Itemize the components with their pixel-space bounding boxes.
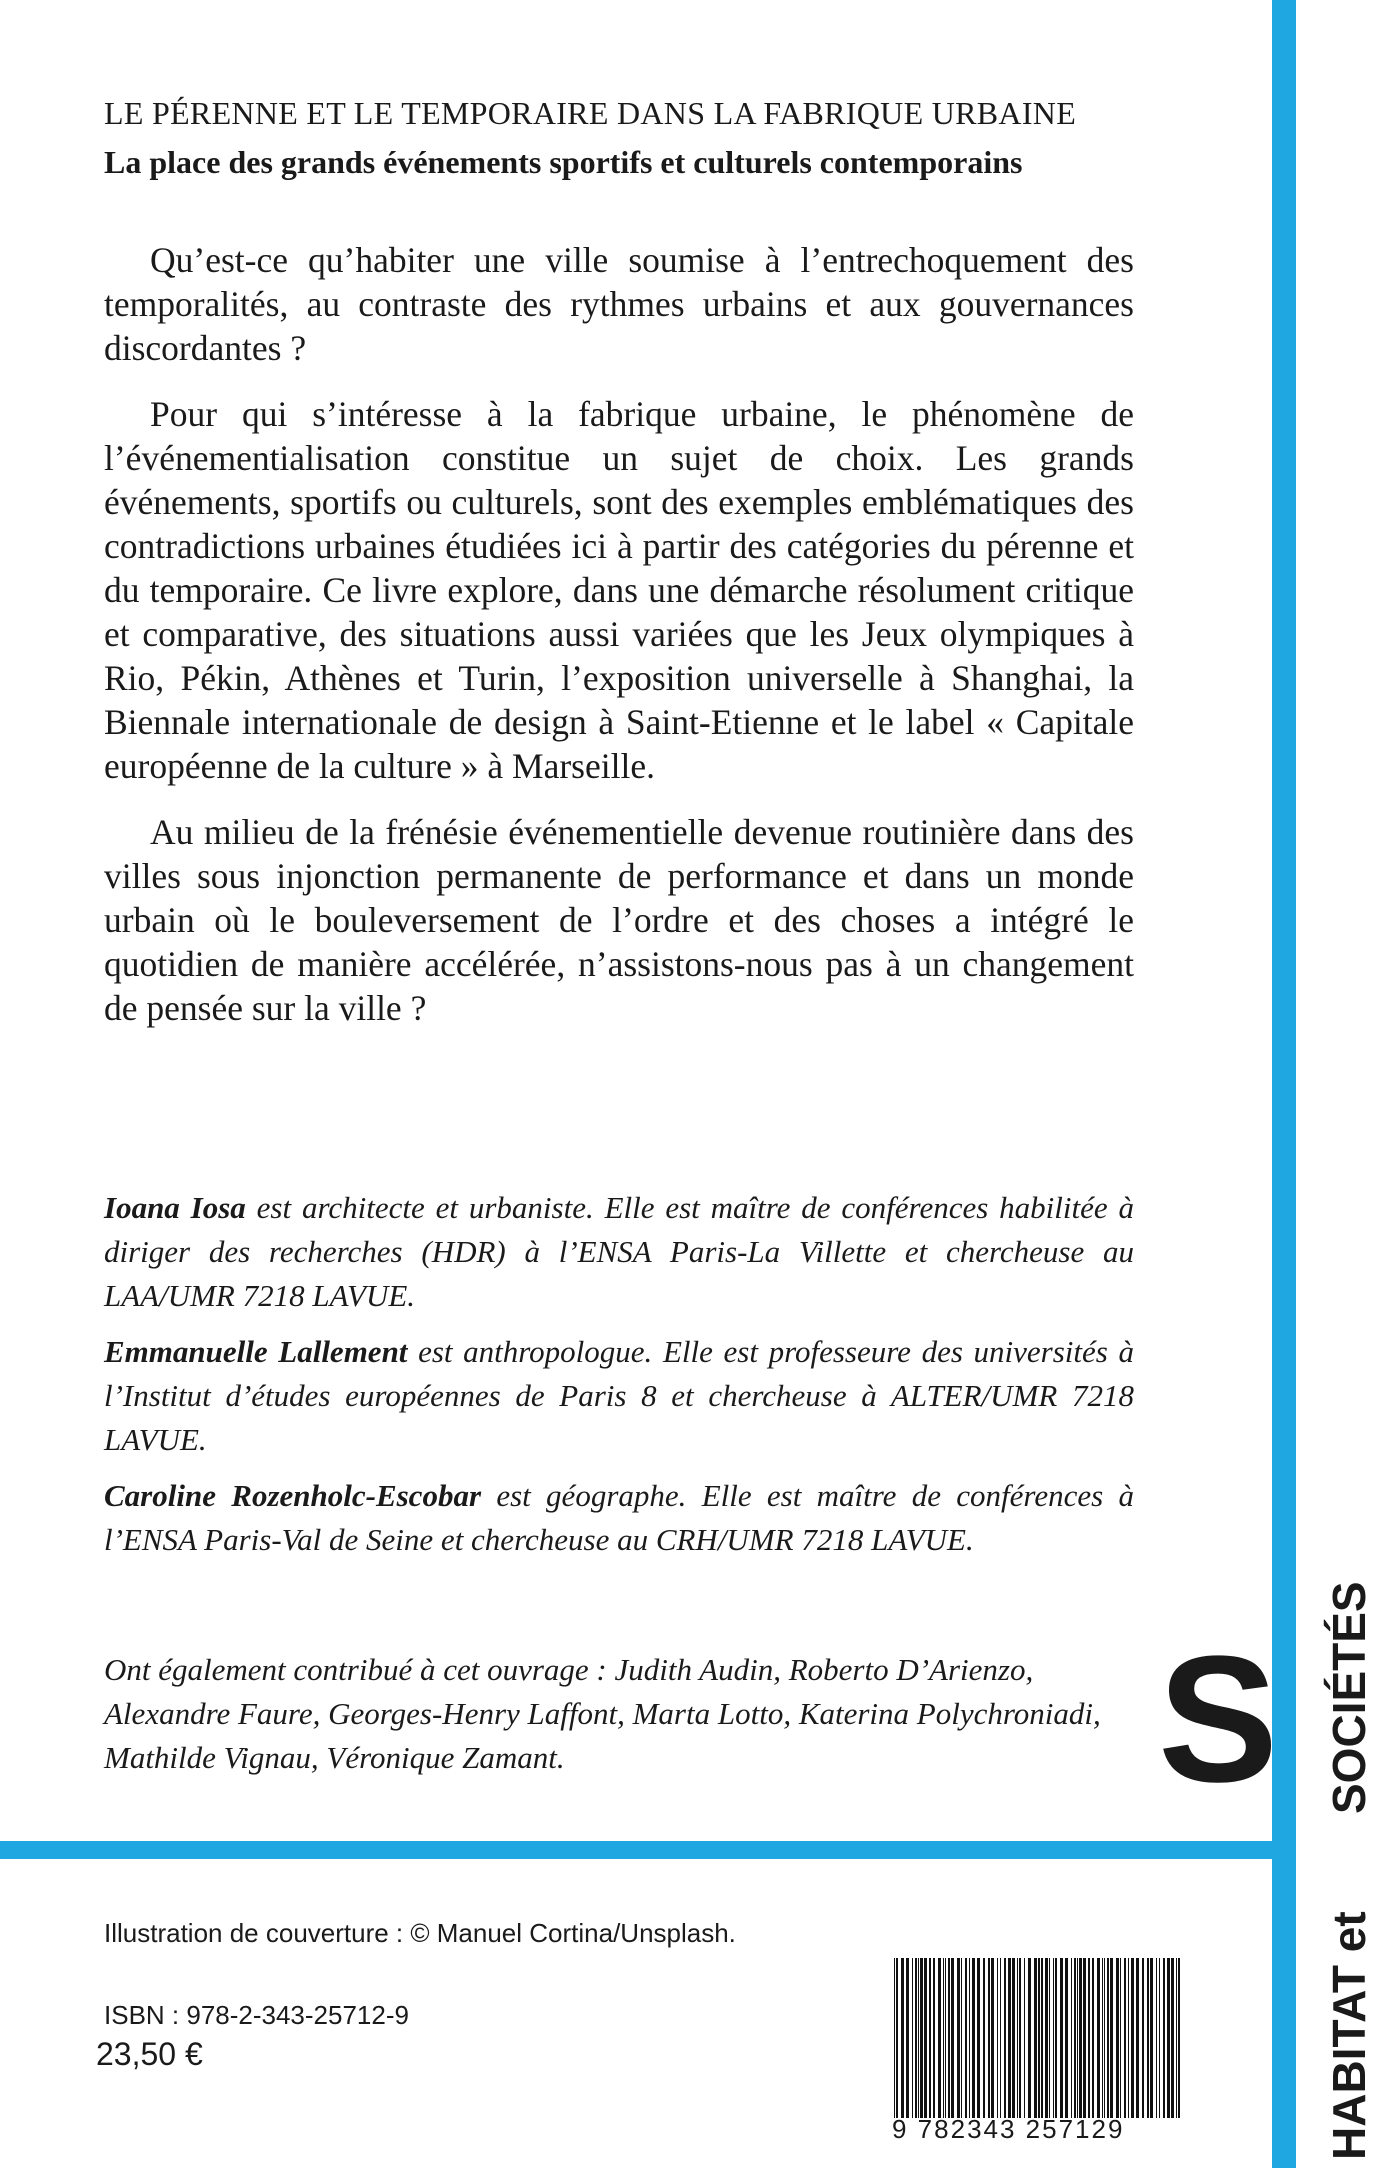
- isbn: ISBN : 978-2-343-25712-9: [104, 2000, 409, 2030]
- barcode-bar: [1024, 1958, 1025, 2118]
- barcode-bar: [957, 1958, 960, 2118]
- barcode-bar: [929, 1958, 931, 2118]
- barcode-bar: [983, 1958, 985, 2118]
- horizontal-accent-bar: [0, 1841, 1296, 1859]
- series-logo-letter: S: [1158, 1619, 1279, 1820]
- series-name-part-1: [1322, 1911, 1376, 2160]
- barcode-bar: [988, 1958, 990, 2118]
- blurb-paragraph-3: Au milieu de la frénésie événementielle devenue routinière dans des villes sous injonction permanente de performance et dans un monde urbain où le bouleversement de l’ordre et des choses a intégré le quotidien de manière accélérée, n’assistons-nous pas à un changement de pensée sur la ville ?: [104, 812, 1134, 1028]
- barcode-bar: [920, 1958, 923, 2118]
- barcode-bar: [948, 1958, 950, 2118]
- barcode-bar: [1110, 1958, 1113, 2118]
- barcode-bar: [1102, 1958, 1103, 2118]
- barcode: [888, 1958, 1188, 2148]
- barcode-bar: [1163, 1958, 1165, 2118]
- barcode-bar: [1120, 1958, 1121, 2118]
- barcode-bar: [1159, 1958, 1160, 2118]
- barcode-bar: [1034, 1958, 1037, 2118]
- blurb: [104, 238, 1134, 1052]
- barcode-bar: [1150, 1958, 1153, 2118]
- series-name: [1300, 1568, 1400, 2168]
- author-name: Ioana Iosa: [104, 1190, 246, 1225]
- author-bio: [104, 1474, 1134, 1562]
- barcode-bar: [894, 1958, 895, 2118]
- barcode-bar: [1167, 1958, 1170, 2118]
- barcode-bar: [896, 1958, 898, 2118]
- barcode-bar: [901, 1958, 904, 2118]
- barcode-bar: [972, 1958, 975, 2118]
- barcode-bar: [1077, 1958, 1078, 2118]
- author-bio-text: est géographe. Elle est maître de conférences à l’ENSA Paris-Val de Seine et chercheuse au CRH/UMR 7218 LAVUE.: [104, 1478, 1134, 1557]
- barcode-bar: [1156, 1958, 1157, 2118]
- barcode-bar: [1008, 1958, 1011, 2118]
- barcode-bar: [1147, 1958, 1149, 2118]
- barcode-bar: [1055, 1958, 1057, 2118]
- barcode-bar: [969, 1958, 970, 2118]
- barcode-bar: [945, 1958, 946, 2118]
- barcode-bar: [1074, 1958, 1076, 2118]
- barcode-bar: [961, 1958, 962, 2118]
- barcode-number: 9 782343 257129: [892, 2114, 1125, 2144]
- barcode-bar: [1017, 1958, 1018, 2118]
- barcode-bars: [888, 1958, 1188, 2118]
- barcode-bar: [915, 1958, 917, 2118]
- book-subtitle: La place des grands événements sportifs et culturels contemporains: [104, 144, 1023, 180]
- author-bio-text: est anthropologue. Elle est professeure des universités à l’Institut d’études européennes de Paris 8 et chercheuse à ALTER/UMR 7218 LAVUE.: [104, 1334, 1134, 1457]
- barcode-bar: [1083, 1958, 1086, 2118]
- blurb-paragraph-1: Qu’est-ce qu’habiter une ville soumise à l’entrechoquement des temporalités, au contraste des rythmes urbains et aux gouvernances discordantes ?: [104, 240, 1134, 368]
- barcode-bar: [1131, 1958, 1134, 2118]
- blurb-paragraph-2: Pour qui s’intéresse à la fabrique urbaine, le phénomène de l’événementialisation constitue un sujet de choix. Les grands événements, sportifs ou culturels, sont des exemples emblématiques des contradictions urbaines étudiées ici à partir des catégories du pérenne et du temporaire. Ce livre explore, dans une démarche résolument critique et comparative, des situations aussi variées que les Jeux olympiques à Rio, Pékin, Athènes et Turin, l’exposition universelle à Shanghai, la Biennale internationale de design à Saint-Etienne et le label « Capitale européenne de la culture » à Marseille.: [104, 394, 1134, 786]
- barcode-bar: [924, 1958, 927, 2118]
- author-bio: [104, 1186, 1134, 1318]
- author-name: Caroline Rozenholc-Escobar: [104, 1478, 482, 1513]
- barcode-bar: [1060, 1958, 1063, 2118]
- barcode-bar: [933, 1958, 935, 2118]
- barcode-bar: [1049, 1958, 1050, 2118]
- author-name: Emmanuelle Lallement: [104, 1334, 408, 1369]
- barcode-bar: [1012, 1958, 1015, 2118]
- barcode-bar: [1004, 1958, 1006, 2118]
- series-word-et: et: [1323, 1911, 1375, 1953]
- barcode-bar: [1136, 1958, 1139, 2118]
- barcode-bar: [1124, 1958, 1126, 2118]
- barcode-bar: [951, 1958, 954, 2118]
- barcode-bar: [1071, 1958, 1072, 2118]
- series-word-societes: SOCIÉTÉS: [1323, 1581, 1375, 1814]
- cover-credit: Illustration de couverture : © Manuel Cortina/Unsplash.: [104, 1918, 736, 1948]
- price: 23,50 €: [96, 2036, 203, 2072]
- barcode-bar: [943, 1958, 944, 2118]
- barcode-bar: [1045, 1958, 1048, 2118]
- barcode-bar: [1142, 1958, 1144, 2118]
- barcode-bar: [1104, 1958, 1105, 2118]
- author-bios: [104, 1186, 1134, 1574]
- barcode-bar: [918, 1958, 919, 2118]
- series-word-habitat: HABITAT: [1323, 1964, 1375, 2160]
- barcode-bar: [1041, 1958, 1043, 2118]
- barcode-bar: [1107, 1958, 1109, 2118]
- barcode-bar: [997, 1958, 998, 2118]
- barcode-bar: [1028, 1958, 1031, 2118]
- barcode-bar: [1097, 1958, 1100, 2118]
- barcode-bar: [977, 1958, 980, 2118]
- barcode-bar: [1171, 1958, 1174, 2118]
- barcode-bar: [1116, 1958, 1119, 2118]
- author-bio-text: est architecte et urbaniste. Elle est maître de conférences habilitée à diriger des recherches (HDR) à l’ENSA Paris-La Villette et chercheuse au LAA/UMR 7218 LAVUE.: [104, 1190, 1134, 1313]
- barcode-bar: [1065, 1958, 1068, 2118]
- barcode-bar: [1000, 1958, 1001, 2118]
- barcode-bar: [1128, 1958, 1129, 2118]
- barcode-bar: [1088, 1958, 1090, 2118]
- barcode-bar: [912, 1958, 913, 2118]
- barcode-bar: [1019, 1958, 1021, 2118]
- barcode-bar: [938, 1958, 941, 2118]
- barcode-bar: [1053, 1958, 1054, 2118]
- barcode-bar: [1092, 1958, 1094, 2118]
- barcode-bar: [1038, 1958, 1040, 2118]
- barcode-bar: [991, 1958, 994, 2118]
- contributors: Ont également contribué à cet ouvrage : Judith Audin, Roberto D’Arienzo, Alexandre Faure, Georges-Henry Laffont, Marta Lotto, Katerina Polychroniadi, Mathilde Vignau, Véronique Zamant.: [104, 1652, 1101, 1775]
- barcode-bar: [1178, 1958, 1180, 2118]
- barcode-bar: [1176, 1958, 1177, 2118]
- barcode-bar: [906, 1958, 909, 2118]
- barcode-bar: [965, 1958, 967, 2118]
- book-title: LE PÉRENNE ET LE TEMPORAIRE DANS LA FABRIQUE URBAINE: [104, 95, 1077, 131]
- author-bio: [104, 1330, 1134, 1462]
- barcode-bar: [1079, 1958, 1082, 2118]
